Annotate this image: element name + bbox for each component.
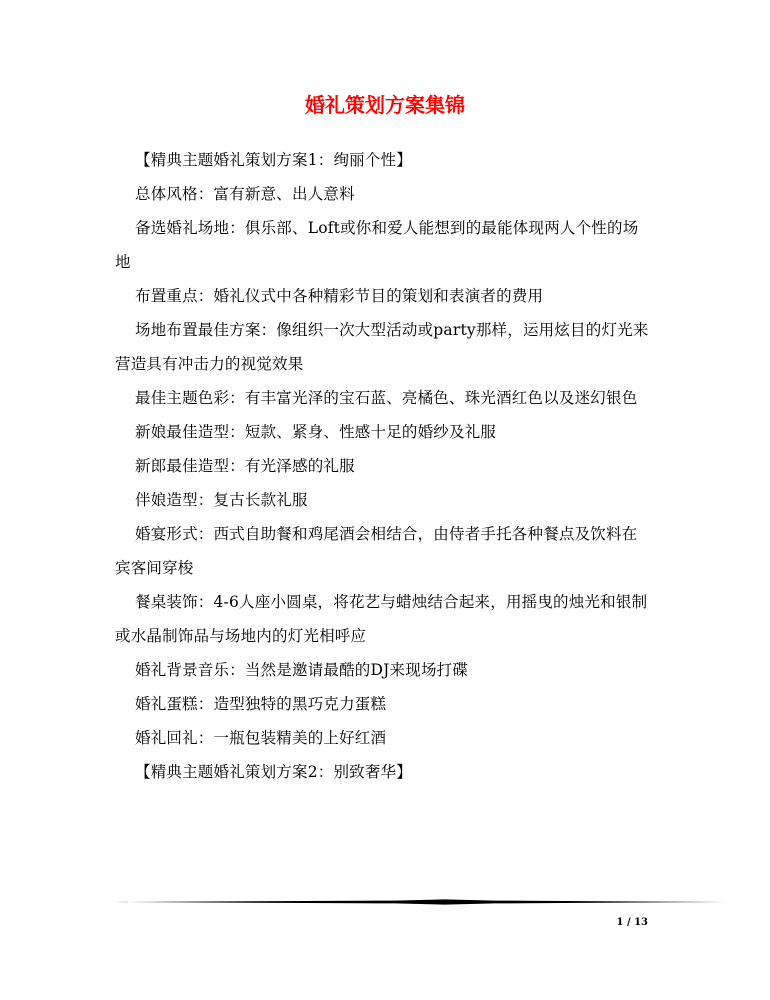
footer-divider (115, 897, 725, 907)
paragraph: 婚礼背景音乐：当然是邀请最酷的DJ来现场打碟 (135, 661, 469, 679)
paragraph: 最佳主题色彩：有丰富光泽的宝石蓝、亮橘色、珠光酒红色以及迷幻银色 (135, 389, 638, 407)
document-body (115, 143, 650, 789)
paragraph: 新郎最佳造型：有光泽感的礼服 (135, 457, 355, 475)
page-title: 婚礼策划方案集锦 (305, 93, 465, 117)
paragraph: 婚礼蛋糕：造型独特的黑巧克力蛋糕 (135, 695, 387, 713)
paragraph: 新娘最佳造型：短款、紧身、性感十足的婚纱及礼服 (135, 423, 497, 441)
page-number: 1 / 13 (616, 917, 648, 928)
section-heading: 【精典主题婚礼策划方案1：绚丽个性】 (135, 151, 412, 169)
paragraph: 婚礼回礼：一瓶包装精美的上好红酒 (135, 729, 387, 747)
paragraph: 餐桌装饰：4-6人座小圆桌，将花艺与蜡烛结合起来，用摇曳的烛光和银制或水晶制饰品与场地内的灯光相呼应 (115, 593, 648, 645)
paragraph: 场地布置最佳方案：像组织一次大型活动或party那样，运用炫目的灯光来营造具有冲击力的视觉效果 (115, 321, 649, 373)
paragraph: 备选婚礼场地：俱乐部、Loft或你和爱人能想到的最能体现两人个性的场地 (115, 219, 639, 271)
paragraph: 总体风格：富有新意、出人意料 (135, 185, 355, 203)
paragraph: 布置重点：婚礼仪式中各种精彩节目的策划和表演者的费用 (135, 287, 544, 305)
paragraph: 伴娘造型：复古长款礼服 (135, 491, 308, 509)
section-heading: 【精典主题婚礼策划方案2：别致奢华】 (135, 763, 412, 781)
paragraph: 婚宴形式：西式自助餐和鸡尾酒会相结合，由侍者手托各种餐点及饮料在宾客间穿梭 (115, 525, 638, 577)
